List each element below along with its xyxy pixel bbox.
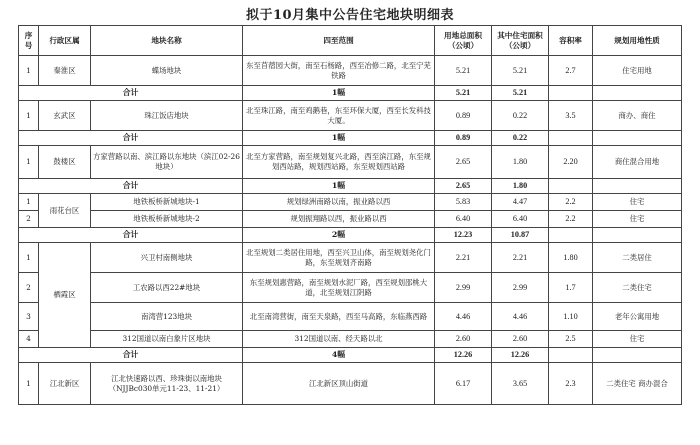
- row-seq: 1: [19, 243, 39, 273]
- row-total-area: 0.89: [435, 101, 492, 131]
- row-total-area: 6.40: [435, 211, 492, 228]
- row-seq: 1: [19, 363, 39, 405]
- table-row: [19, 194, 682, 211]
- row-res-area: 2.60: [492, 331, 549, 348]
- row-bounds: 北至南湾营街，南至天泉路，西至马高路，东临燕西路: [243, 303, 435, 331]
- row-far: 2.20: [549, 146, 593, 179]
- row-district: 江北新区: [39, 363, 91, 405]
- row-total-area: 5.83: [435, 194, 492, 211]
- row-far: 3.5: [549, 101, 593, 131]
- header-district: 行政区属: [39, 26, 91, 56]
- row-usage: 老年公寓用地: [593, 303, 682, 331]
- page-title: 拟于10月集中公告住宅地块明细表: [245, 8, 455, 23]
- subtotal-row: [19, 131, 682, 146]
- row-usage: 二类住宅 商办混合: [593, 363, 682, 405]
- subtotal-total-area: 0.89: [435, 131, 492, 146]
- row-res-area: 2.21: [492, 243, 549, 273]
- header-bounds: 四至范围: [243, 26, 435, 56]
- row-parcel-name: 江北快速路以西、珍珠街以南地块（NJJBc030单元11-23、11-21）: [91, 363, 243, 405]
- row-seq: 1: [19, 146, 39, 179]
- header-usage: 规划用地性质: [593, 26, 682, 56]
- subtotal-row: [19, 86, 682, 101]
- row-far: 1.80: [549, 243, 593, 273]
- row-district: 栖霞区: [39, 243, 91, 348]
- subtotal-total-area: 12.23: [435, 228, 492, 243]
- row-total-area: 2.99: [435, 273, 492, 303]
- row-seq: 3: [19, 303, 39, 331]
- subtotal-res-area: 10.87: [492, 228, 549, 243]
- row-parcel-name: 珠江饭店地块: [91, 101, 243, 131]
- row-parcel-name: 地铁板桥新城地块-2: [91, 211, 243, 228]
- row-res-area: 5.21: [492, 56, 549, 86]
- row-total-area: 2.65: [435, 146, 492, 179]
- row-res-area: 0.22: [492, 101, 549, 131]
- row-parcel-name: 工农路以西22#地块: [91, 273, 243, 303]
- subtotal-res-area: 0.22: [492, 131, 549, 146]
- subtotal-count: 1幅: [243, 86, 435, 101]
- subtotal-count: 4幅: [243, 348, 435, 363]
- row-bounds: 东至规划惠营路，南至规划水泥厂路，西至规划邵桃大道，北至规划江阴路: [243, 273, 435, 303]
- row-parcel-name: 方家营路以南、滨江路以东地块（滨江02-26地块）: [91, 146, 243, 179]
- row-bounds: 北至珠江路，南至鸡鹅巷，东至环保大厦，西至长发科技大厦。: [243, 101, 435, 131]
- row-district: 雨花台区: [39, 194, 91, 228]
- row-bounds: 规划振翔路以西，振业路以西: [243, 211, 435, 228]
- row-usage: 住宅: [593, 211, 682, 228]
- header-row: [19, 26, 682, 56]
- row-bounds: 东至苜蓿园大街，南至石杨路，西至冶修二路，北至宁芜铁路: [243, 56, 435, 86]
- row-district: 秦淮区: [39, 56, 91, 86]
- subtotal-res-area: 1.80: [492, 179, 549, 194]
- header-far: 容积率: [549, 26, 593, 56]
- subtotal-label: 合计: [19, 86, 243, 101]
- row-far: 2.7: [549, 56, 593, 86]
- subtotal-total-area: 5.21: [435, 86, 492, 101]
- table-row: [19, 363, 682, 405]
- subtotal-res-area: 5.21: [492, 86, 549, 101]
- row-parcel-name: 兴卫村南侧地块: [91, 243, 243, 273]
- row-usage: 二类居住: [593, 243, 682, 273]
- table-row: [19, 211, 682, 228]
- subtotal-label: 合计: [19, 348, 243, 363]
- row-res-area: 4.46: [492, 303, 549, 331]
- row-res-area: 6.40: [492, 211, 549, 228]
- subtotal-row: [19, 348, 682, 363]
- table-row: [19, 273, 682, 303]
- row-seq: 1: [19, 194, 39, 211]
- row-total-area: 4.46: [435, 303, 492, 331]
- row-seq: 1: [19, 56, 39, 86]
- row-parcel-name: 312国道以南白象片区地块: [91, 331, 243, 348]
- row-parcel-name: 地铁板桥新城地块-1: [91, 194, 243, 211]
- table-row: [19, 243, 682, 273]
- header-seq: 序号: [19, 26, 39, 56]
- row-usage: 住宅用地: [593, 56, 682, 86]
- subtotal-total-area: 12.26: [435, 348, 492, 363]
- row-usage: 住宅: [593, 194, 682, 211]
- subtotal-row: [19, 179, 682, 194]
- table-row: [19, 331, 682, 348]
- row-res-area: 1.80: [492, 146, 549, 179]
- subtotal-label: 合计: [19, 228, 243, 243]
- row-total-area: 5.21: [435, 56, 492, 86]
- row-district: 鼓楼区: [39, 146, 91, 179]
- row-far: 1.10: [549, 303, 593, 331]
- row-res-area: 3.65: [492, 363, 549, 405]
- row-usage: 商办、商住: [593, 101, 682, 131]
- table-row: [19, 303, 682, 331]
- subtotal-count: 1幅: [243, 131, 435, 146]
- row-bounds: 规划绿洲南路以南，振业路以西: [243, 194, 435, 211]
- parcel-table: [18, 25, 682, 405]
- table-row: [19, 146, 682, 179]
- table-row: [19, 56, 682, 86]
- header-total-area: 用地总面积（公顷）: [435, 26, 492, 56]
- row-far: 2.5: [549, 331, 593, 348]
- row-seq: 2: [19, 211, 39, 228]
- table-row: [19, 101, 682, 131]
- row-bounds: 北至方家营路，南至规划复兴北路，西至滨江路，东至规划西站路，规划西站路，东至规划西站路: [243, 146, 435, 179]
- row-far: 1.7: [549, 273, 593, 303]
- row-bounds: 江北新区顶山街道: [243, 363, 435, 405]
- row-far: 2.2: [549, 211, 593, 228]
- row-seq: 4: [19, 331, 39, 348]
- row-total-area: 6.17: [435, 363, 492, 405]
- row-res-area: 4.47: [492, 194, 549, 211]
- subtotal-res-area: 12.26: [492, 348, 549, 363]
- header-parcel: 地块名称: [91, 26, 243, 56]
- row-usage: 商住混合用地: [593, 146, 682, 179]
- row-far: 2.3: [549, 363, 593, 405]
- row-usage: 住宅: [593, 331, 682, 348]
- row-res-area: 2.99: [492, 273, 549, 303]
- subtotal-total-area: 2.65: [435, 179, 492, 194]
- row-parcel-name: 南湾营123地块: [91, 303, 243, 331]
- row-seq: 2: [19, 273, 39, 303]
- row-usage: 二类住宅: [593, 273, 682, 303]
- row-far: 2.2: [549, 194, 593, 211]
- row-total-area: 2.60: [435, 331, 492, 348]
- row-bounds: 北至规划二类居住用地，西至兴卫山体，南至规划尧化门路，东至规划齐南路: [243, 243, 435, 273]
- subtotal-label: 合计: [19, 179, 243, 194]
- row-bounds: 312国道以南、经天路以北: [243, 331, 435, 348]
- subtotal-label: 合计: [19, 131, 243, 146]
- row-seq: 1: [19, 101, 39, 131]
- header-res-area: 其中住宅面积（公顷）: [492, 26, 549, 56]
- subtotal-count: 2幅: [243, 228, 435, 243]
- row-total-area: 2.21: [435, 243, 492, 273]
- row-district: 玄武区: [39, 101, 91, 131]
- subtotal-row: [19, 228, 682, 243]
- row-parcel-name: 蝶场地块: [91, 56, 243, 86]
- subtotal-count: 1幅: [243, 179, 435, 194]
